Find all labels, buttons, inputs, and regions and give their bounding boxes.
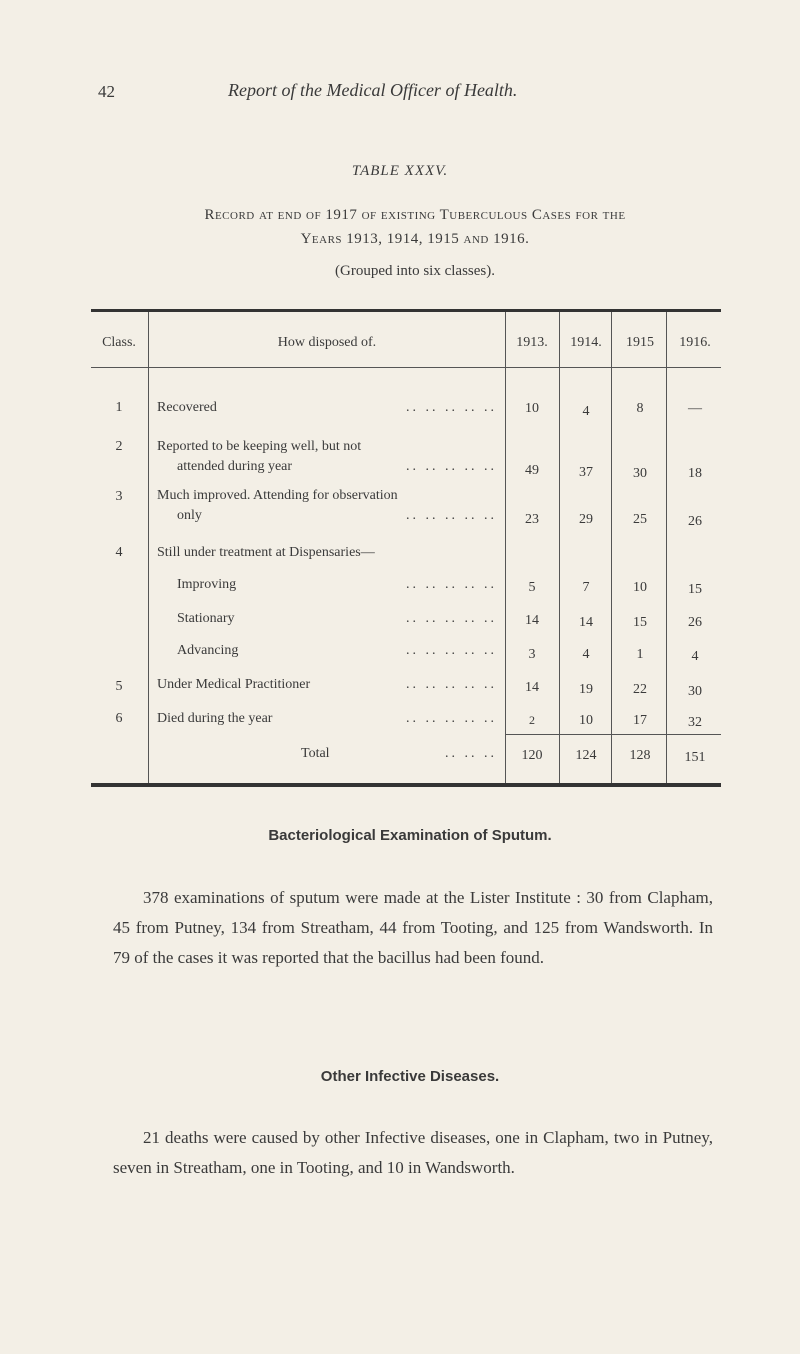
total-label: Total .. .. ..	[301, 746, 497, 761]
cell-1915: 15	[633, 615, 647, 630]
row-label: Died during the year .. .. .. .. ..	[157, 711, 497, 726]
cell-1915: 10	[633, 580, 647, 595]
table-grouping-note: (Grouped into six classes).	[335, 263, 495, 279]
row-class: 4	[115, 545, 123, 560]
total-1915: 128	[629, 748, 651, 763]
cell-1913: 14	[525, 613, 539, 628]
cell-1914: 29	[579, 512, 593, 527]
header-1914: 1914.	[570, 335, 602, 350]
cell-1916: 32	[688, 715, 702, 730]
row-label-line-2: only .. .. .. .. ..	[177, 508, 497, 523]
cell-1916: 26	[688, 514, 702, 529]
caption-line-1: Record at end of 1917 of existing Tuberculous Cases for the	[204, 207, 626, 223]
cell-1916: 15	[688, 582, 702, 597]
cell-1914: 14	[579, 615, 593, 630]
row-label: Stationary .. .. .. .. ..	[177, 611, 497, 626]
cell-1915: 17	[633, 713, 647, 728]
header-1916: 1916.	[679, 335, 711, 350]
cell-1913: 5	[528, 580, 536, 595]
cell-1914: 4	[582, 404, 590, 419]
table-header-rule	[91, 367, 721, 368]
cell-1915: 1	[636, 647, 644, 662]
cell-1916: —	[688, 401, 702, 416]
row-class: 1	[115, 400, 123, 415]
total-1916: 151	[684, 750, 706, 765]
column-divider	[559, 312, 560, 783]
page-header	[98, 82, 718, 112]
row-class: 3	[115, 489, 123, 504]
cell-1913: 49	[525, 463, 539, 478]
table-bottom-rule	[91, 783, 721, 787]
table-top-rule	[91, 309, 721, 312]
running-title: Report of the Medical Officer of Health.	[228, 80, 518, 100]
cell-1915: 8	[636, 401, 644, 416]
table-title: TABLE XXXV.	[351, 163, 449, 179]
total-rule	[505, 734, 721, 735]
other-diseases-paragraph: 21 deaths were caused by other Infective diseases, one in Clapham, two in Putney, seven in Streatham, one in Tooting, and 10 in Wandsworth.	[113, 1128, 713, 1177]
column-divider	[611, 312, 612, 783]
row-label-line-2: attended during year .. .. .. .. ..	[177, 459, 497, 474]
cell-1913: 10	[525, 401, 539, 416]
header-1915: 1915	[626, 335, 654, 350]
cell-1916: 30	[688, 684, 702, 699]
cell-1913: 3	[528, 647, 536, 662]
cell-1915: 22	[633, 682, 647, 697]
table-caption	[110, 203, 720, 251]
total-1913: 120	[521, 748, 543, 763]
other-diseases-heading: Other Infective Diseases.	[320, 1068, 500, 1085]
cell-1914: 37	[579, 465, 593, 480]
cell-1914: 4	[582, 647, 590, 662]
row-class: 2	[115, 439, 123, 454]
row-class: 5	[115, 679, 123, 694]
page-number: 42	[98, 82, 115, 101]
tuberculosis-table	[91, 309, 721, 789]
row-label: Still under treatment at Dispensaries—	[157, 545, 375, 560]
header-1913: 1913.	[516, 335, 548, 350]
cell-1913: 2	[529, 713, 535, 727]
cell-1914: 10	[579, 713, 593, 728]
sputum-paragraph: 378 examinations of sputum were made at the Lister Institute : 30 from Clapham, 45 from Putney, 134 from Streatham, 44 from Tooting, and 125 from Wandsworth. In 79 of the cases it was reported that the bacillus had been found.	[113, 888, 713, 967]
header-class: Class.	[102, 335, 136, 350]
row-class: 6	[115, 711, 123, 726]
cell-1915: 30	[633, 466, 647, 481]
row-label-line-1: Reported to be keeping well, but not	[157, 439, 362, 454]
cell-1913: 14	[525, 680, 539, 695]
total-1914: 124	[575, 748, 597, 763]
cell-1916: 4	[691, 649, 699, 664]
cell-1916: 26	[688, 615, 702, 630]
cell-1915: 25	[633, 512, 647, 527]
column-divider	[148, 312, 149, 783]
cell-1916: 18	[688, 466, 702, 481]
row-label: Under Medical Practitioner .. .. .. .. ..	[157, 677, 497, 692]
header-disposed: How disposed of.	[277, 335, 377, 350]
cell-1914: 19	[579, 682, 593, 697]
row-label: Recovered .. .. .. .. ..	[157, 400, 497, 415]
caption-line-2: Years 1913, 1914, 1915 and 1916.	[300, 231, 530, 247]
sputum-heading: Bacteriological Examination of Sputum.	[268, 827, 552, 844]
row-label: Advancing .. .. .. .. ..	[177, 643, 497, 658]
row-label-line-1: Much improved. Attending for observation	[157, 488, 398, 503]
row-label: Improving .. .. .. .. ..	[177, 577, 497, 592]
cell-1913: 23	[525, 512, 539, 527]
cell-1914: 7	[582, 580, 590, 595]
